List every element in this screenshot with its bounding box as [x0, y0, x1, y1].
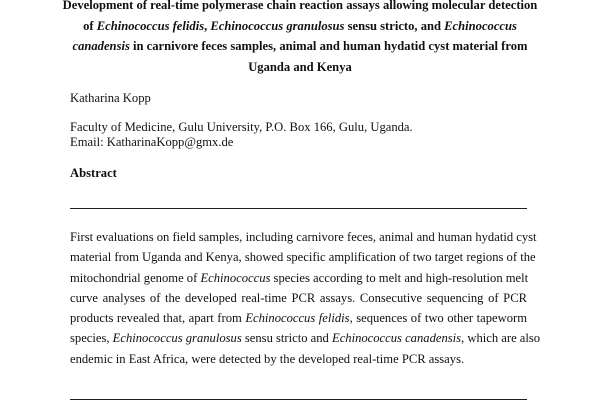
abstract-line-4: curve analyses of the developed real-time PCR assays. Consecutive sequencing of PCR [70, 290, 527, 305]
title-line-2: of Echinococcus felidis, Echinococcus granulosus sensu stricto, and Echinococcus [83, 18, 517, 33]
abstract-body [70, 227, 541, 369]
abstract-heading: Abstract [70, 166, 117, 180]
email-address: Email: KatharinaKopp@gmx.de [70, 135, 234, 149]
title-line-4: Uganda and Kenya [248, 59, 352, 74]
abstract-line-7: endemic in East Africa, were detected by the developed real-time PCR assays. [70, 351, 465, 366]
top-divider [70, 208, 527, 209]
abstract-line-6: species, Echinococcus granulosus sensu stricto and Echinococcus canadensis, which are also [70, 331, 541, 346]
title-line-1: Development of real-time polymerase chain reaction assays allowing molecular detection [62, 0, 538, 12]
abstract-line-1: First evaluations on field samples, including carnivore feces, animal and human hydatid cyst [70, 230, 537, 244]
paper-title [60, 0, 540, 77]
abstract-line-5: products revealed that, apart from Echinococcus felidis, sequences of two other tapeworm [70, 311, 527, 326]
author-name: Katharina Kopp [70, 91, 151, 105]
abstract-line-2: material from Uganda and Kenya, showed specific amplification of two target regions of the [70, 250, 536, 265]
title-line-3: canadensis in carnivore feces samples, animal and human hydatid cyst material from [72, 39, 528, 53]
abstract-line-3: mitochondrial genome of Echinococcus species according to melt and high-resolution melt [70, 270, 529, 285]
affiliation: Faculty of Medicine, Gulu University, P.O. Box 166, Gulu, Uganda. [70, 120, 413, 134]
bottom-divider [70, 399, 527, 400]
